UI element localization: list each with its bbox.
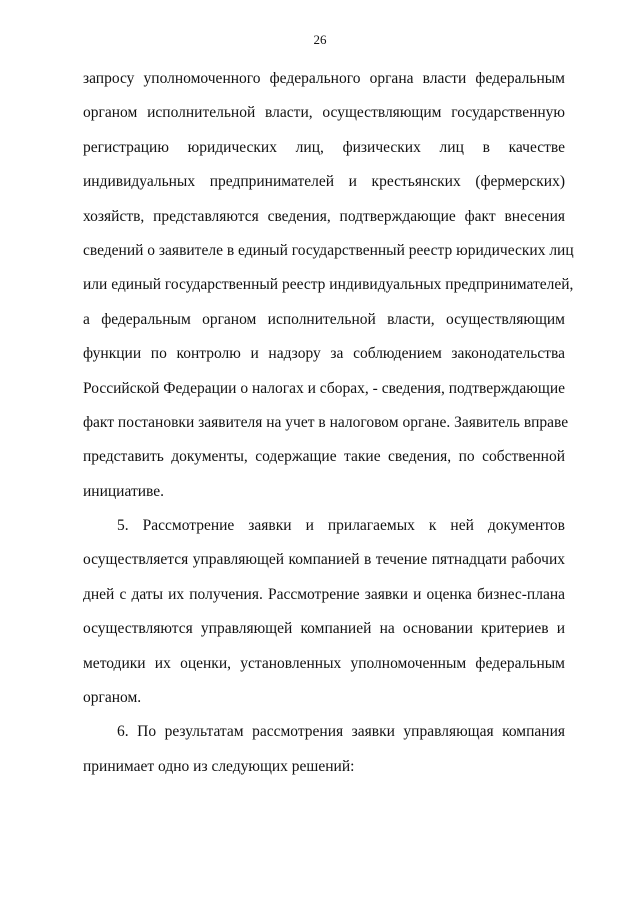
text-line: представить документы, содержащие такие сведения, по собственной xyxy=(83,448,565,466)
text-line: органом исполнительной власти, осуществляющим государственную xyxy=(83,104,565,122)
text-line: осуществляются управляющей компанией на основании критериев и xyxy=(83,620,565,638)
page-number: 26 xyxy=(313,32,327,47)
text-line: факт постановки заявителя на учет в налоговом органе. Заявитель вправе xyxy=(83,413,569,431)
text-line: или единый государственный реестр индивидуальных предпринимателей, xyxy=(83,276,574,294)
text-line: регистрацию юридических лиц, физических лиц в качестве xyxy=(83,138,565,156)
paragraph-3 xyxy=(83,715,565,784)
text-line: принимает одно из следующих решений: xyxy=(83,757,355,775)
text-line: дней с даты их получения. Рассмотрение заявки и оценка бизнес-плана xyxy=(83,585,565,603)
text-line: органом. xyxy=(83,689,142,707)
text-line: инициативе. xyxy=(83,482,165,500)
body-text xyxy=(83,62,574,784)
text-line: методики их оценки, установленных уполномоченным федеральным xyxy=(83,654,565,672)
text-line: а федеральным органом исполнительной власти, осуществляющим xyxy=(83,310,565,328)
paragraph-2 xyxy=(83,509,565,715)
text-line: осуществляется управляющей компанией в течение пятнадцати рабочих xyxy=(83,551,565,569)
text-line: функции по контролю и надзору за соблюдением законодательства xyxy=(83,345,565,363)
text-line: хозяйств, представляются сведения, подтверждающие факт внесения xyxy=(83,207,565,225)
text-line: 5. Рассмотрение заявки и прилагаемых к ней документов xyxy=(117,517,565,535)
text-line: индивидуальных предпринимателей и крестьянских (фермерских) xyxy=(83,173,565,191)
text-line: запросу уполномоченного федерального органа власти федеральным xyxy=(83,70,565,87)
text-line: сведений о заявителе в единый государственный реестр юридических лиц xyxy=(83,241,574,259)
paragraph-1 xyxy=(83,62,574,509)
text-line: 6. По результатам рассмотрения заявки управляющая компания xyxy=(117,723,565,741)
text-line: Российской Федерации о налогах и сборах, - сведения, подтверждающие xyxy=(83,379,565,397)
